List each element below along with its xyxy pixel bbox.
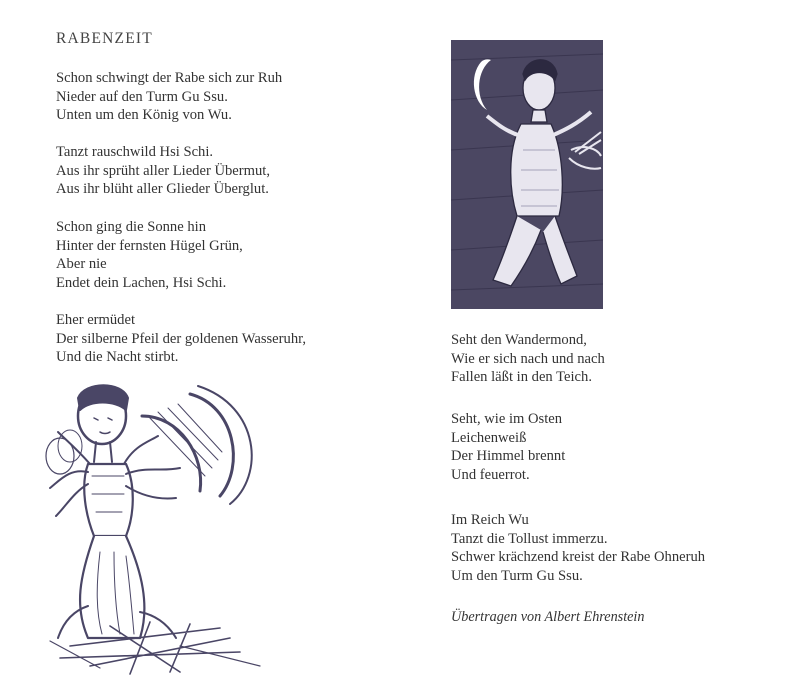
- poem-line: Hinter der fernsten Hügel Grün,: [56, 237, 243, 254]
- poem-line: Im Reich Wu: [451, 512, 529, 528]
- dancer-illustration: [30, 376, 270, 676]
- stanza-6: [451, 410, 565, 484]
- poem-line: Tanzt die Tollust immerzu.: [451, 530, 608, 547]
- translator-credit: Übertragen von Albert Ehrenstein: [451, 609, 645, 625]
- poem-line: Und die Nacht stirbt.: [56, 349, 179, 365]
- poem-title: RABENZEIT: [56, 30, 153, 47]
- stanza-4: [56, 311, 306, 367]
- poem-line: Um den Turm Gu Ssu.: [451, 567, 583, 584]
- woodcut-illustration: [451, 40, 603, 309]
- poem-line: Endet dein Lachen, Hsi Schi.: [56, 274, 227, 291]
- poem-line: Wie er sich nach und nach: [451, 350, 605, 367]
- poem-line: Nieder auf den Turm Gu Ssu.: [56, 88, 228, 105]
- poem-line: Fallen läßt in den Teich.: [451, 369, 592, 385]
- stanza-7: [451, 511, 705, 585]
- poem-line: Schwer krächzend kreist der Rabe Ohneruh: [451, 549, 706, 565]
- poem-line: Schon schwingt der Rabe sich zur Ruh: [56, 70, 283, 86]
- stanza-1: [56, 69, 282, 125]
- poem-line: Seht, wie im Osten: [451, 411, 563, 427]
- poem-line: Und feuerrot.: [451, 466, 530, 483]
- poem-line: Leichenweiß: [451, 429, 527, 446]
- stanza-5: [451, 331, 605, 387]
- poem-line: Der Himmel brennt: [451, 448, 566, 464]
- poem-line: Schon ging die Sonne hin: [56, 219, 206, 235]
- poem-line: Aus ihr sprüht aller Lieder Übermut,: [56, 162, 270, 179]
- poem-line: Aus ihr blüht aller Glieder Überglut.: [56, 181, 269, 197]
- poem-line: Tanzt rauschwild Hsi Schi.: [56, 144, 214, 160]
- poem-line: Aber nie: [56, 256, 107, 272]
- poem-line: Eher ermüdet: [56, 312, 136, 328]
- poem-line: Seht den Wandermond,: [451, 332, 587, 348]
- stanza-2: [56, 143, 270, 199]
- poem-line: Der silberne Pfeil der goldenen Wasseruhr,: [56, 330, 307, 347]
- poem-line: Unten um den König von Wu.: [56, 107, 232, 123]
- stanza-3: [56, 218, 243, 292]
